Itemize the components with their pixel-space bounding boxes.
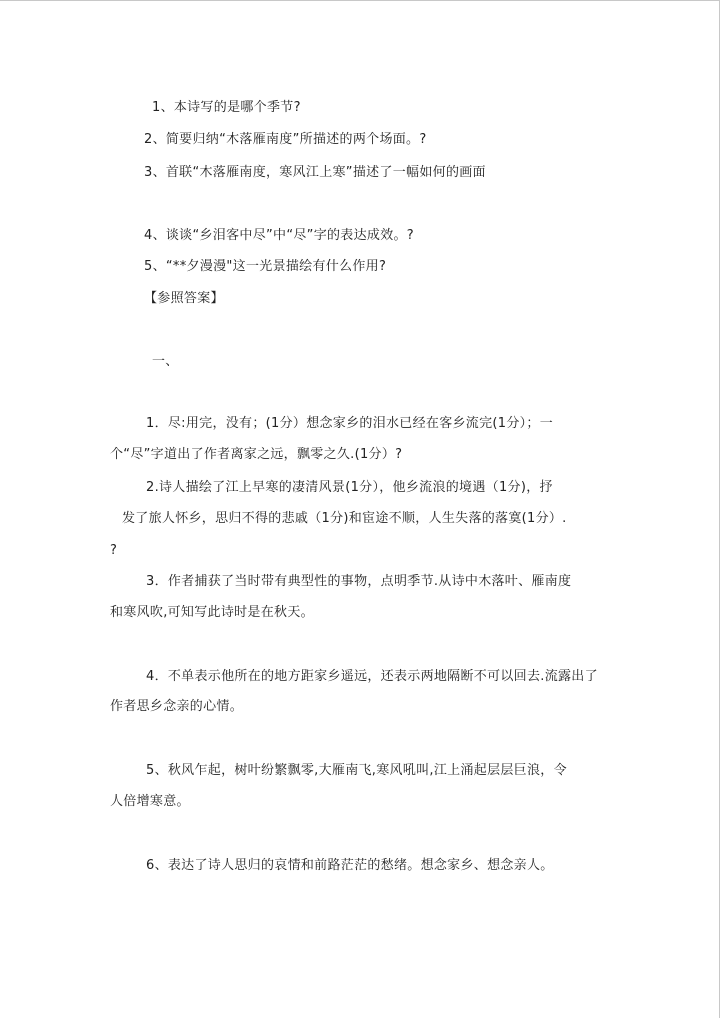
answer-5-line-1: 5、秋风乍起，树叶纷繁飘零,大雁南飞,寒风吼叫,江上涌起层层巨浪，令 (146, 763, 567, 778)
section-marker: 一、 (152, 354, 179, 369)
answer-1-line-2: 个“尽”字道出了作者离家之远，飘零之久.(1分）? (110, 447, 403, 462)
answer-2-line-2: 发了旅人怀乡，思归不得的悲戚（1分)和宦途不顺，人生失落的落寞(1分）. (122, 511, 567, 526)
answer-heading: 【参照答案】 (144, 291, 224, 306)
answer-2-line-1: 2.诗人描绘了江上早寒的凄清风景(1分），他乡流浪的境遇（1分)，抒 (146, 480, 553, 495)
answer-3-line-2: 和寒风吹,可知写此诗时是在秋天。 (110, 605, 314, 620)
answer-1-line-1: 1．尽:用完，没有；(1分）想念家乡的泪水已经在客乡流完(1分）；一 (146, 416, 554, 431)
answer-4-line-2: 作者思乡念亲的心情。 (110, 699, 244, 714)
question-3: 3、首联“木落雁南度，寒风江上寒”描述了一幅如何的画面 (144, 165, 486, 180)
question-2: 2、简要归纳“木落雁南度”所描述的两个场面。? (144, 132, 427, 147)
answer-6-line-1: 6、表达了诗人思归的哀情和前路茫茫的愁绪。想念家乡、想念亲人。 (146, 858, 554, 873)
page-border-top (0, 0, 720, 1)
question-4: 4、谈谈“乡泪客中尽”中“尽”字的表达成效。? (144, 228, 415, 243)
answer-5-line-2: 人倍增寒意。 (110, 794, 190, 809)
question-1: 1、本诗写的是哪个季节? (152, 100, 301, 115)
answer-3-line-1: 3．作者捕获了当时带有典型性的事物，点明季节.从诗中木落叶、雁南度 (146, 574, 572, 589)
question-5: 5、“**夕漫漫"这一光景描绘有什么作用? (144, 259, 387, 274)
answer-4-line-1: 4．不单表示他所在的地方距家乡遥远，还表示两地隔断不可以回去.流露出了 (146, 669, 598, 684)
answer-2-line-3: ? (110, 543, 118, 558)
